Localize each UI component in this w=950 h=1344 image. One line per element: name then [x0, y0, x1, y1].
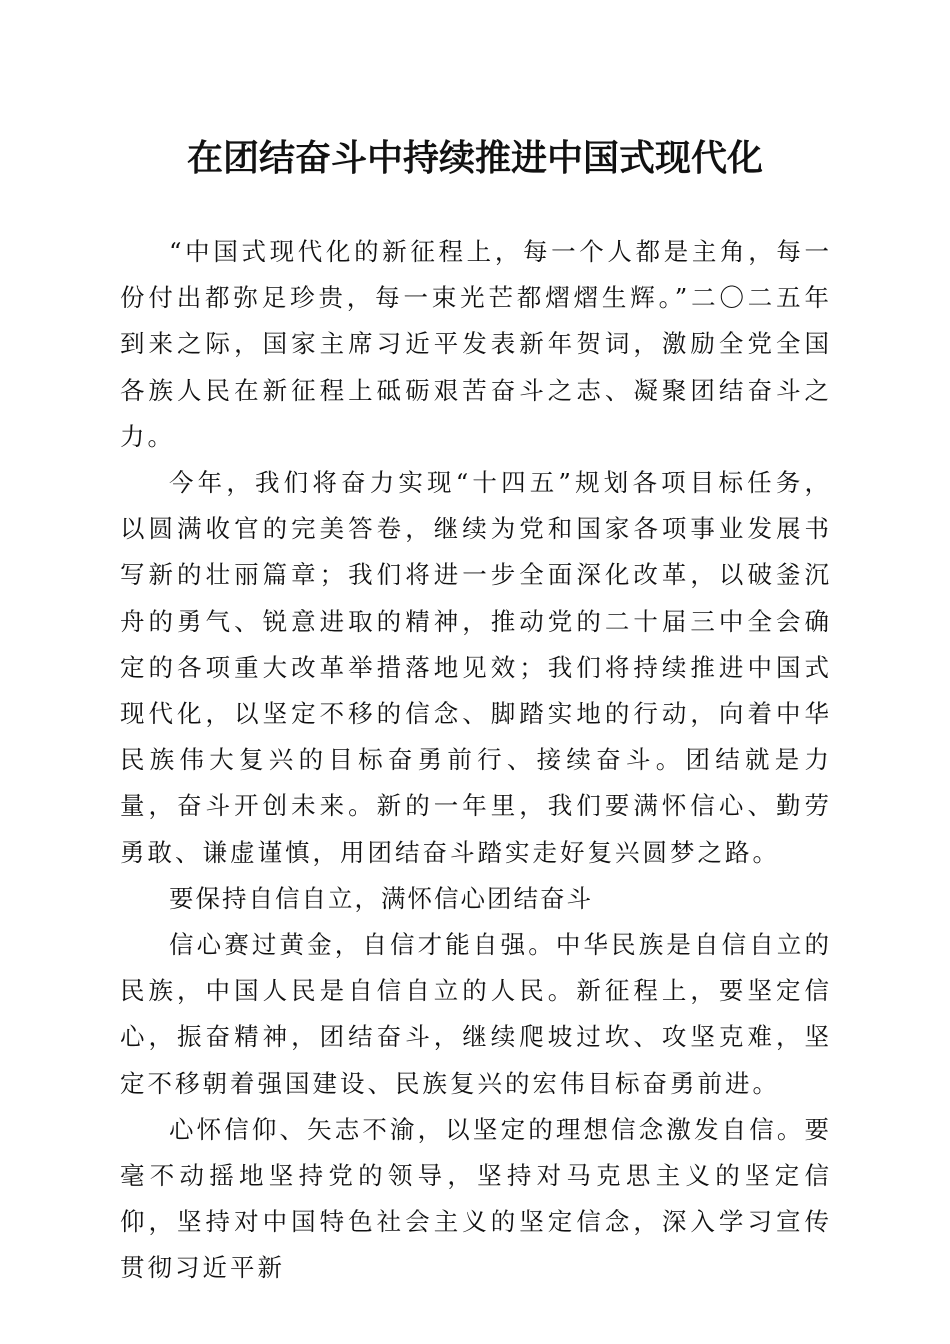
paragraph-goals: 今年，我们将奋力实现“十四五”规划各项目标任务，以圆满收官的完美答卷，继续为党和国家各项事业发展书写新的壮丽篇章；我们将进一步全面深化改革，以破釜沉舟的勇气、锐意进取的精神，推动党的二十届三中全会确定的各项重大改革举措落地见效；我们将持续推进中国式现代化，以坚定不移的信念、脚踏实地的行动，向着中华民族伟大复兴的目标奋勇前行、接续奋斗。团结就是力量，奋斗开创未来。新的一年里，我们要满怀信心、勤劳勇敢、谦虚谨慎，用团结奋斗踏实走好复兴圆梦之路。: [120, 468, 832, 867]
section-heading: 要保持自信自立，满怀信心团结奋斗: [169, 883, 593, 913]
paragraph-intro: “中国式现代化的新征程上，每一个人都是主角，每一份付出都弥足珍贵，每一束光芒都熠熠生辉。”二〇二五年到来之际，国家主席习近平发表新年贺词，激励全党全国各族人民在新征程上砥砺艰苦奋斗之志、凝聚团结奋斗之力。: [120, 237, 832, 451]
document-body: [120, 229, 832, 1292]
document-title: 在团结奋斗中持续推进中国式现代化: [186, 137, 763, 179]
paragraph-confidence: 信心赛过黄金，自信才能自强。中华民族是自信自立的民族，中国人民是自信自立的人民。新征程上，要坚定信心，振奋精神，团结奋斗，继续爬坡过坎、攻坚克难，坚定不移朝着强国建设、民族复兴的宏伟目标奋勇前进。: [120, 930, 832, 1098]
paragraph-faith: 心怀信仰、矢志不渝，以坚定的理想信念激发自信。要毫不动摇地坚持党的领导，坚持对马克思主义的坚定信仰，坚持对中国特色社会主义的坚定信念，深入学习宣传贯彻习近平新: [120, 1114, 832, 1283]
